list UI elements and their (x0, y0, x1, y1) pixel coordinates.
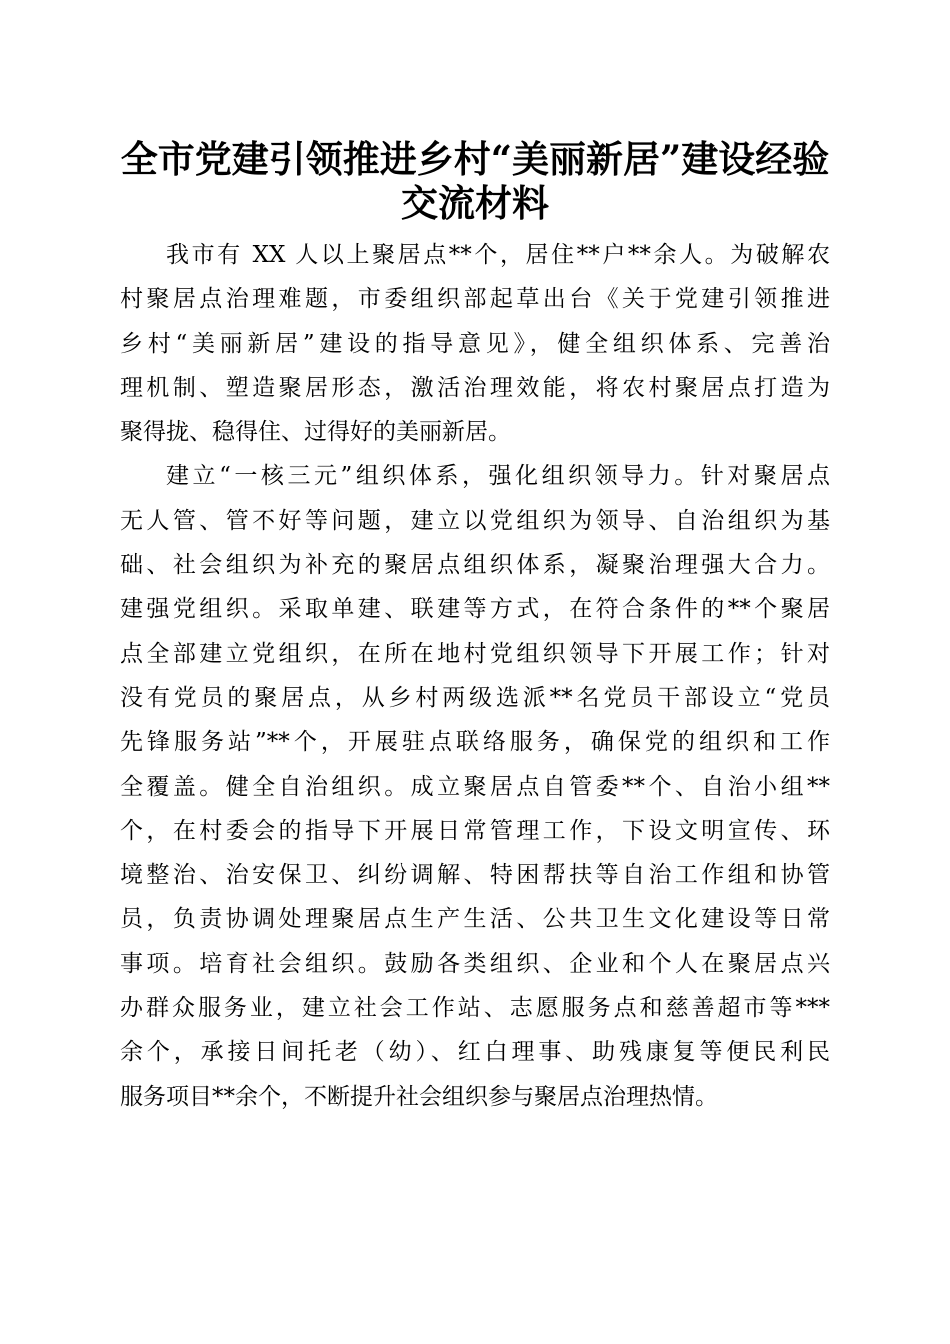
paragraph-1-line-4: 理机制、塑造聚居形态，激活治理效能，将农村聚居点打造为 (120, 374, 830, 401)
paragraph-2-line-2: 无人管、管不好等问题，建立以党组织为领导、自治组织为基 (120, 507, 830, 534)
paragraph-2-line-3: 础、社会组织为补充的聚居点组织体系，凝聚治理强大合力。 (120, 552, 830, 579)
paragraph-2-line-1: 建立“一核三元”组织体系，强化组织领导力。针对聚居点 (166, 463, 830, 490)
paragraph-2-line-15: 服务项目**余个，不断提升社会组织参与聚居点治理热情。 (120, 1083, 718, 1110)
document-body (120, 233, 830, 1119)
paragraph-2-line-12: 事项。培育社会组织。鼓励各类组织、企业和个人在聚居点兴 (120, 950, 830, 977)
paragraph-1-line-2: 村聚居点治理难题，市委组织部起草出台《关于党建引领推进 (120, 286, 830, 313)
paragraph-2-line-10: 境整治、治安保卫、纠纷调解、特困帮扶等自治工作组和协管 (120, 862, 830, 889)
paragraph-2-line-5: 点全部建立党组织，在所在地村党组织领导下开展工作；针对 (120, 640, 830, 667)
paragraph-2-line-14: 余个，承接日间托老（幼）、红白理事、助残康复等便民利民 (120, 1039, 830, 1066)
paragraph-2-line-8: 全覆盖。健全自治组织。成立聚居点自管委**个、自治小组** (120, 773, 830, 800)
paragraph-2-line-9: 个，在村委会的指导下开展日常管理工作，下设文明宣传、环 (120, 817, 830, 844)
paragraph-2-line-13: 办群众服务业，建立社会工作站、志愿服务点和慈善超市等*** (120, 995, 830, 1022)
paragraph-1-line-3: 乡村“美丽新居”建设的指导意见》，健全组织体系、完善治 (120, 330, 830, 357)
paragraph-2-line-11: 员，负责协调处理聚居点生产生活、公共卫生文化建设等日常 (120, 906, 830, 933)
paragraph-2-line-6: 没有党员的聚居点，从乡村两级选派**名党员干部设立“党员 (120, 684, 830, 711)
paragraph-1-line-5: 聚得拢、稳得住、过得好的美丽新居。 (120, 419, 511, 446)
document-title-line-1: 全市党建引领推进乡村“美丽新居”建设经验 (120, 137, 830, 181)
document-title-line-2: 交流材料 (401, 181, 549, 225)
paragraph-1-line-1: 我市有 XX 人以上聚居点**个，居住**户**余人。为破解农 (166, 242, 830, 268)
paragraph-2-line-7: 先锋服务站”**个，开展驻点联络服务，确保党的组织和工作 (120, 729, 830, 756)
paragraph-2-line-4: 建强党组织。采取单建、联建等方式，在符合条件的**个聚居 (120, 596, 830, 623)
